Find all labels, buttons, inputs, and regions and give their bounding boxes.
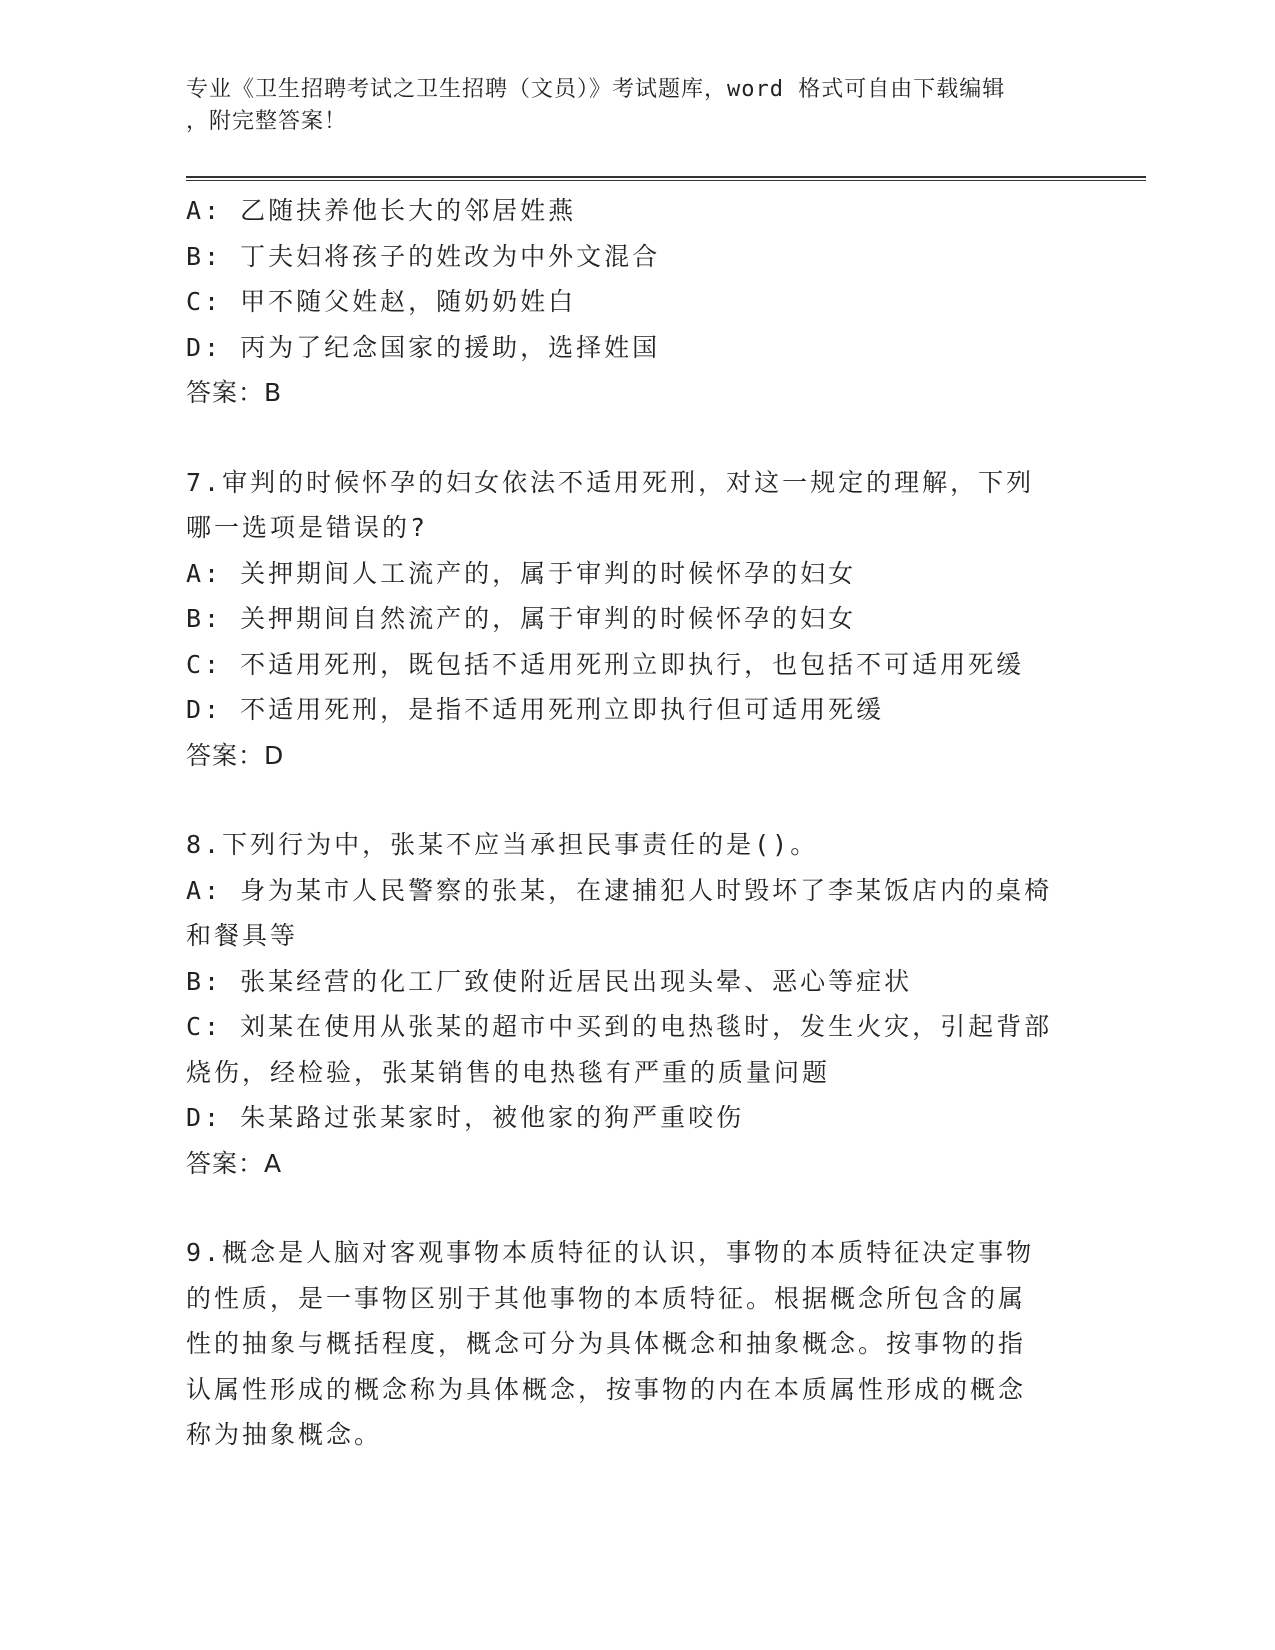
q6-option-a: A: 乙随扶养他长大的邻居姓燕 <box>186 196 577 225</box>
q8-option-d: D: 朱某路过张某家时，被他家的狗严重咬伤 <box>186 1103 745 1132</box>
question-7 <box>186 460 1086 779</box>
q6-option-b: B: 丁夫妇将孩子的姓改为中外文混合 <box>186 241 661 271</box>
q6-option-d: D: 丙为了纪念国家的援助，选择姓国 <box>186 332 661 362</box>
q7-option-c: C: 不适用死刑，既包括不适用死刑立即执行，也包括不可适用死缓 <box>186 649 1025 679</box>
question-6-tail <box>186 188 1086 416</box>
q7-answer: 答案：D <box>186 740 285 770</box>
q9-line-3: 性的抽象与概括程度，概念可分为具体概念和抽象概念。按事物的指 <box>186 1329 1027 1358</box>
q8-option-a-line-1: A: 身为某市人民警察的张某，在逮捕犯人时毁坏了李某饭店内的桌椅 <box>186 875 1053 905</box>
q8-option-c-line-2: 烧伤，经检验，张某销售的电热毯有严重的质量问题 <box>186 1057 831 1087</box>
header-divider <box>186 176 1146 181</box>
document-header <box>186 74 1066 138</box>
q7-stem-line-1: 7.审判的时候怀孕的妇女依法不适用死刑，对这一规定的理解，下列 <box>186 467 1035 497</box>
q9-line-1: 9.概念是人脑对客观事物本质特征的认识，事物的本质特征决定事物 <box>186 1238 1035 1267</box>
q8-option-b: B: 张某经营的化工厂致使附近居民出现头晕、恶心等症状 <box>186 966 913 996</box>
header-line-1: 专业《卫生招聘考试之卫生招聘（文员）》考试题库，word 格式可自由下载编辑 <box>186 77 1006 102</box>
spacer <box>186 778 1086 822</box>
q6-option-c: C: 甲不随父姓赵，随奶奶姓白 <box>186 287 577 316</box>
q9-line-4: 认属性形成的概念称为具体概念，按事物的内在本质属性形成的概念 <box>186 1374 1027 1404</box>
q6-answer: 答案：B <box>186 378 283 407</box>
q7-option-a: A: 关押期间人工流产的，属于审判的时候怀孕的妇女 <box>186 558 857 588</box>
question-8 <box>186 822 1086 1186</box>
q7-option-b: B: 关押期间自然流产的，属于审判的时候怀孕的妇女 <box>186 604 857 633</box>
spacer <box>186 1186 1086 1230</box>
q9-line-5: 称为抽象概念。 <box>186 1420 383 1449</box>
q7-option-d: D: 不适用死刑，是指不适用死刑立即执行但可适用死缓 <box>186 695 885 724</box>
q8-stem: 8.下列行为中，张某不应当承担民事责任的是()。 <box>186 830 819 859</box>
q9-line-2: 的性质，是一事物区别于其他事物的本质特征。根据概念所包含的属 <box>186 1283 1027 1313</box>
q8-answer: 答案：A <box>186 1148 283 1178</box>
q7-stem-line-2: 哪一选项是错误的? <box>186 513 429 542</box>
q8-option-c-line-1: C: 刘某在使用从张某的超市中买到的电热毯时，发生火灾，引起背部 <box>186 1012 1053 1041</box>
document-body <box>186 188 1086 1458</box>
q8-option-a-line-2: 和餐具等 <box>186 921 299 950</box>
question-9 <box>186 1230 1086 1458</box>
spacer <box>186 416 1086 460</box>
header-line-2: ，附完整答案！ <box>186 109 348 134</box>
